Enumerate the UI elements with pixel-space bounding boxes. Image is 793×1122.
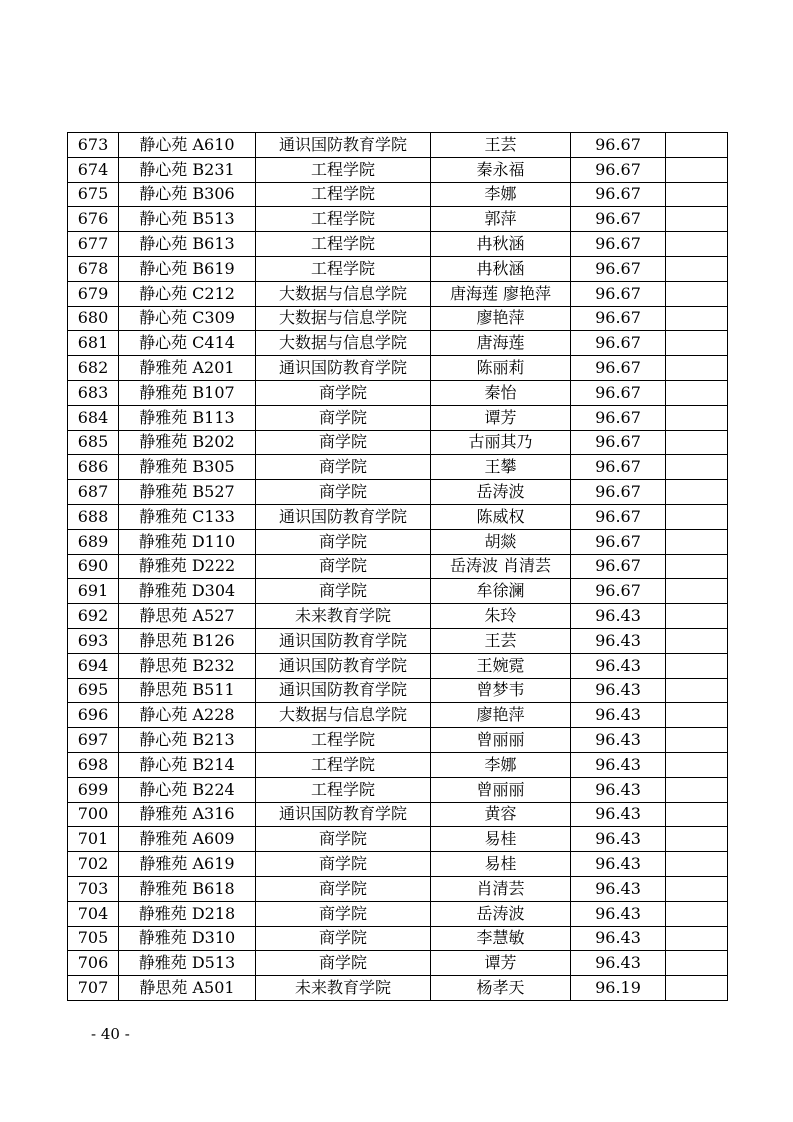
remark-cell: [666, 232, 728, 257]
score-cell: 96.43: [571, 628, 666, 653]
remark-cell: [666, 256, 728, 281]
college-cell: 未来教育学院: [256, 604, 431, 629]
room-cell: 静思苑 A527: [119, 604, 256, 629]
row-number-cell: 685: [68, 430, 119, 455]
score-cell: 96.67: [571, 430, 666, 455]
row-number-cell: 690: [68, 554, 119, 579]
person-cell: 岳涛波 肖清芸: [431, 554, 571, 579]
remark-cell: [666, 579, 728, 604]
person-cell: 李娜: [431, 752, 571, 777]
college-cell: 通识国防教育学院: [256, 678, 431, 703]
person-cell: 王攀: [431, 455, 571, 480]
dormitory-score-table: [67, 132, 728, 1001]
remark-cell: [666, 455, 728, 480]
room-cell: 静雅苑 B305: [119, 455, 256, 480]
remark-cell: [666, 951, 728, 976]
college-cell: 商学院: [256, 876, 431, 901]
remark-cell: [666, 976, 728, 1001]
person-cell: 李娜: [431, 182, 571, 207]
row-number-cell: 694: [68, 653, 119, 678]
score-cell: 96.67: [571, 579, 666, 604]
room-cell: 静心苑 A228: [119, 703, 256, 728]
remark-cell: [666, 728, 728, 753]
row-number-cell: 681: [68, 331, 119, 356]
score-cell: 96.43: [571, 604, 666, 629]
college-cell: 工程学院: [256, 207, 431, 232]
college-cell: 商学院: [256, 430, 431, 455]
row-number-cell: 701: [68, 827, 119, 852]
score-cell: 96.67: [571, 529, 666, 554]
table-row: [68, 678, 728, 703]
table-row: [68, 405, 728, 430]
table-row: [68, 504, 728, 529]
score-cell: 96.67: [571, 306, 666, 331]
table-row: [68, 331, 728, 356]
row-number-cell: 705: [68, 926, 119, 951]
room-cell: 静心苑 B306: [119, 182, 256, 207]
row-number-cell: 677: [68, 232, 119, 257]
person-cell: 秦永福: [431, 157, 571, 182]
score-cell: 96.67: [571, 256, 666, 281]
score-cell: 96.67: [571, 182, 666, 207]
college-cell: 商学院: [256, 852, 431, 877]
remark-cell: [666, 306, 728, 331]
table-row: [68, 802, 728, 827]
score-cell: 96.67: [571, 133, 666, 158]
room-cell: 静心苑 B619: [119, 256, 256, 281]
row-number-cell: 680: [68, 306, 119, 331]
remark-cell: [666, 777, 728, 802]
score-cell: 96.43: [571, 777, 666, 802]
remark-cell: [666, 331, 728, 356]
room-cell: 静雅苑 D513: [119, 951, 256, 976]
remark-cell: [666, 133, 728, 158]
score-cell: 96.43: [571, 678, 666, 703]
score-cell: 96.67: [571, 455, 666, 480]
row-number-cell: 706: [68, 951, 119, 976]
room-cell: 静雅苑 D304: [119, 579, 256, 604]
college-cell: 工程学院: [256, 728, 431, 753]
row-number-cell: 693: [68, 628, 119, 653]
room-cell: 静思苑 B126: [119, 628, 256, 653]
remark-cell: [666, 554, 728, 579]
score-cell: 96.67: [571, 356, 666, 381]
remark-cell: [666, 926, 728, 951]
person-cell: 曾丽丽: [431, 777, 571, 802]
room-cell: 静心苑 B513: [119, 207, 256, 232]
room-cell: 静雅苑 B527: [119, 480, 256, 505]
college-cell: 商学院: [256, 455, 431, 480]
row-number-cell: 704: [68, 901, 119, 926]
person-cell: 王芸: [431, 628, 571, 653]
room-cell: 静心苑 C414: [119, 331, 256, 356]
row-number-cell: 695: [68, 678, 119, 703]
row-number-cell: 686: [68, 455, 119, 480]
room-cell: 静思苑 B232: [119, 653, 256, 678]
row-number-cell: 697: [68, 728, 119, 753]
remark-cell: [666, 827, 728, 852]
score-cell: 96.43: [571, 802, 666, 827]
remark-cell: [666, 529, 728, 554]
row-number-cell: 673: [68, 133, 119, 158]
table-row: [68, 703, 728, 728]
remark-cell: [666, 207, 728, 232]
row-number-cell: 687: [68, 480, 119, 505]
table-row: [68, 827, 728, 852]
table-row: [68, 430, 728, 455]
college-cell: 工程学院: [256, 777, 431, 802]
remark-cell: [666, 430, 728, 455]
college-cell: 商学院: [256, 579, 431, 604]
score-cell: 96.67: [571, 405, 666, 430]
person-cell: 易桂: [431, 852, 571, 877]
score-cell: 96.43: [571, 901, 666, 926]
remark-cell: [666, 901, 728, 926]
room-cell: 静雅苑 C133: [119, 504, 256, 529]
table-row: [68, 455, 728, 480]
room-cell: 静雅苑 B202: [119, 430, 256, 455]
remark-cell: [666, 604, 728, 629]
college-cell: 商学院: [256, 554, 431, 579]
table-row: [68, 777, 728, 802]
room-cell: 静雅苑 A609: [119, 827, 256, 852]
room-cell: 静思苑 B511: [119, 678, 256, 703]
person-cell: 朱玲: [431, 604, 571, 629]
table-row: [68, 579, 728, 604]
person-cell: 谭芳: [431, 951, 571, 976]
score-cell: 96.67: [571, 380, 666, 405]
row-number-cell: 698: [68, 752, 119, 777]
person-cell: 曾梦韦: [431, 678, 571, 703]
college-cell: 大数据与信息学院: [256, 331, 431, 356]
room-cell: 静心苑 C212: [119, 281, 256, 306]
row-number-cell: 674: [68, 157, 119, 182]
room-cell: 静思苑 A501: [119, 976, 256, 1001]
college-cell: 通识国防教育学院: [256, 653, 431, 678]
person-cell: 王芸: [431, 133, 571, 158]
table-row: [68, 926, 728, 951]
score-cell: 96.67: [571, 157, 666, 182]
room-cell: 静雅苑 B113: [119, 405, 256, 430]
room-cell: 静心苑 A610: [119, 133, 256, 158]
table-row: [68, 554, 728, 579]
room-cell: 静心苑 B213: [119, 728, 256, 753]
score-cell: 96.43: [571, 926, 666, 951]
room-cell: 静雅苑 B618: [119, 876, 256, 901]
table-row: [68, 951, 728, 976]
person-cell: 曾丽丽: [431, 728, 571, 753]
remark-cell: [666, 356, 728, 381]
person-cell: 廖艳萍: [431, 306, 571, 331]
college-cell: 商学院: [256, 926, 431, 951]
college-cell: 商学院: [256, 951, 431, 976]
room-cell: 静心苑 B214: [119, 752, 256, 777]
room-cell: 静雅苑 D218: [119, 901, 256, 926]
college-cell: 商学院: [256, 827, 431, 852]
table-row: [68, 133, 728, 158]
college-cell: 工程学院: [256, 157, 431, 182]
person-cell: 唐海莲: [431, 331, 571, 356]
person-cell: 陈丽莉: [431, 356, 571, 381]
person-cell: 秦怡: [431, 380, 571, 405]
person-cell: 岳涛波: [431, 901, 571, 926]
college-cell: 商学院: [256, 529, 431, 554]
college-cell: 通识国防教育学院: [256, 504, 431, 529]
remark-cell: [666, 281, 728, 306]
page-number: - 40 -: [91, 1025, 130, 1043]
score-cell: 96.67: [571, 281, 666, 306]
row-number-cell: 688: [68, 504, 119, 529]
row-number-cell: 696: [68, 703, 119, 728]
college-cell: 商学院: [256, 901, 431, 926]
college-cell: 大数据与信息学院: [256, 306, 431, 331]
room-cell: 静雅苑 D310: [119, 926, 256, 951]
person-cell: 李慧敏: [431, 926, 571, 951]
room-cell: 静雅苑 D222: [119, 554, 256, 579]
room-cell: 静雅苑 A619: [119, 852, 256, 877]
score-cell: 96.43: [571, 852, 666, 877]
table-row: [68, 901, 728, 926]
college-cell: 商学院: [256, 380, 431, 405]
score-cell: 96.43: [571, 653, 666, 678]
person-cell: 谭芳: [431, 405, 571, 430]
person-cell: 易桂: [431, 827, 571, 852]
row-number-cell: 700: [68, 802, 119, 827]
table-row: [68, 356, 728, 381]
remark-cell: [666, 703, 728, 728]
row-number-cell: 692: [68, 604, 119, 629]
table-row: [68, 876, 728, 901]
college-cell: 通识国防教育学院: [256, 628, 431, 653]
table-row: [68, 207, 728, 232]
remark-cell: [666, 852, 728, 877]
score-cell: 96.43: [571, 703, 666, 728]
row-number-cell: 703: [68, 876, 119, 901]
remark-cell: [666, 653, 728, 678]
room-cell: 静雅苑 A316: [119, 802, 256, 827]
college-cell: 工程学院: [256, 232, 431, 257]
person-cell: 胡燚: [431, 529, 571, 554]
college-cell: 工程学院: [256, 256, 431, 281]
score-cell: 96.43: [571, 876, 666, 901]
score-cell: 96.43: [571, 752, 666, 777]
room-cell: 静心苑 B224: [119, 777, 256, 802]
room-cell: 静雅苑 B107: [119, 380, 256, 405]
remark-cell: [666, 480, 728, 505]
person-cell: 肖清芸: [431, 876, 571, 901]
row-number-cell: 689: [68, 529, 119, 554]
score-cell: 96.67: [571, 504, 666, 529]
table-row: [68, 628, 728, 653]
person-cell: 牟徐澜: [431, 579, 571, 604]
table-row: [68, 232, 728, 257]
person-cell: 古丽其乃: [431, 430, 571, 455]
remark-cell: [666, 380, 728, 405]
college-cell: 大数据与信息学院: [256, 281, 431, 306]
remark-cell: [666, 802, 728, 827]
score-cell: 96.67: [571, 232, 666, 257]
remark-cell: [666, 876, 728, 901]
table-row: [68, 256, 728, 281]
person-cell: 唐海莲 廖艳萍: [431, 281, 571, 306]
score-cell: 96.67: [571, 207, 666, 232]
table-row: [68, 752, 728, 777]
remark-cell: [666, 182, 728, 207]
college-cell: 大数据与信息学院: [256, 703, 431, 728]
person-cell: 冉秋涵: [431, 232, 571, 257]
score-cell: 96.67: [571, 480, 666, 505]
room-cell: 静雅苑 D110: [119, 529, 256, 554]
person-cell: 廖艳萍: [431, 703, 571, 728]
row-number-cell: 699: [68, 777, 119, 802]
person-cell: 王婉霓: [431, 653, 571, 678]
table-row: [68, 182, 728, 207]
college-cell: 未来教育学院: [256, 976, 431, 1001]
table-row: [68, 480, 728, 505]
remark-cell: [666, 752, 728, 777]
row-number-cell: 683: [68, 380, 119, 405]
score-cell: 96.19: [571, 976, 666, 1001]
score-cell: 96.43: [571, 951, 666, 976]
row-number-cell: 702: [68, 852, 119, 877]
remark-cell: [666, 678, 728, 703]
person-cell: 冉秋涵: [431, 256, 571, 281]
table-row: [68, 653, 728, 678]
college-cell: 通识国防教育学院: [256, 356, 431, 381]
college-cell: 通识国防教育学院: [256, 802, 431, 827]
room-cell: 静心苑 B231: [119, 157, 256, 182]
person-cell: 郭萍: [431, 207, 571, 232]
score-cell: 96.67: [571, 331, 666, 356]
college-cell: 商学院: [256, 405, 431, 430]
table-row: [68, 281, 728, 306]
table-row: [68, 728, 728, 753]
remark-cell: [666, 628, 728, 653]
college-cell: 工程学院: [256, 182, 431, 207]
row-number-cell: 691: [68, 579, 119, 604]
person-cell: 岳涛波: [431, 480, 571, 505]
person-cell: 黄容: [431, 802, 571, 827]
room-cell: 静心苑 C309: [119, 306, 256, 331]
remark-cell: [666, 504, 728, 529]
score-cell: 96.43: [571, 827, 666, 852]
college-cell: 商学院: [256, 480, 431, 505]
remark-cell: [666, 405, 728, 430]
row-number-cell: 707: [68, 976, 119, 1001]
remark-cell: [666, 157, 728, 182]
row-number-cell: 675: [68, 182, 119, 207]
room-cell: 静雅苑 A201: [119, 356, 256, 381]
row-number-cell: 684: [68, 405, 119, 430]
row-number-cell: 676: [68, 207, 119, 232]
college-cell: 通识国防教育学院: [256, 133, 431, 158]
table-row: [68, 604, 728, 629]
table-row: [68, 529, 728, 554]
table-row: [68, 380, 728, 405]
college-cell: 工程学院: [256, 752, 431, 777]
table-row: [68, 852, 728, 877]
table-row: [68, 306, 728, 331]
person-cell: 陈威权: [431, 504, 571, 529]
row-number-cell: 678: [68, 256, 119, 281]
room-cell: 静心苑 B613: [119, 232, 256, 257]
table-body: [68, 133, 728, 1001]
person-cell: 杨孝天: [431, 976, 571, 1001]
row-number-cell: 679: [68, 281, 119, 306]
row-number-cell: 682: [68, 356, 119, 381]
score-cell: 96.67: [571, 554, 666, 579]
score-cell: 96.43: [571, 728, 666, 753]
table-row: [68, 976, 728, 1001]
table-row: [68, 157, 728, 182]
